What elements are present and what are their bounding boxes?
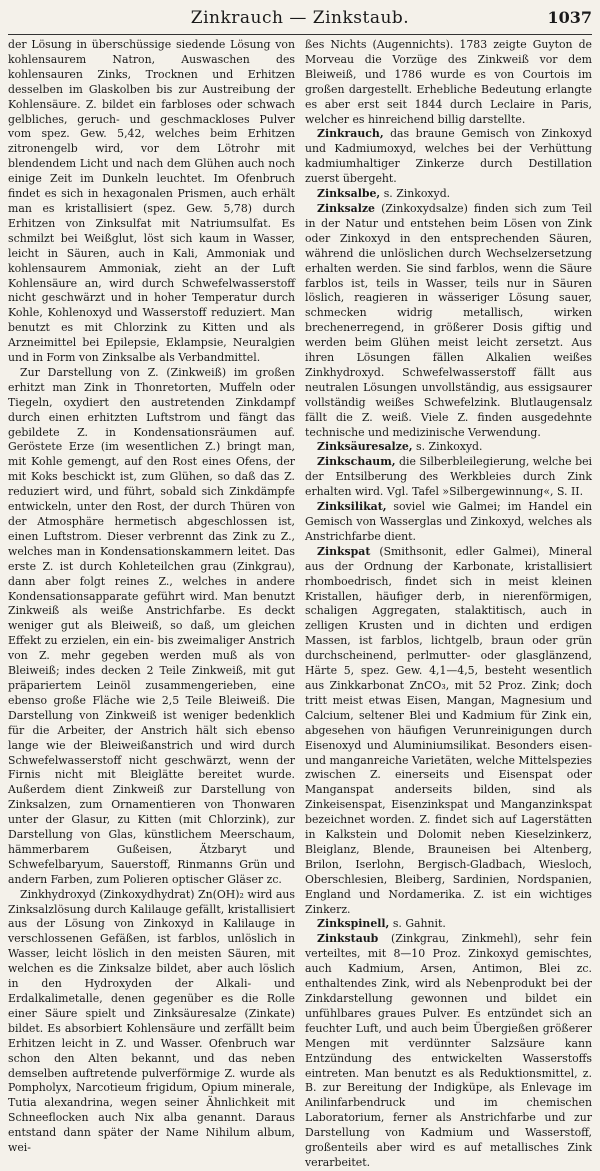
- paragraph: [305, 38, 592, 127]
- entry-term: Zinkspinell,: [317, 917, 390, 931]
- entry-zinksilikat: [305, 500, 592, 545]
- entry-text: (Smithsonit, edler Galmei), Mineral aus der Ordnung der Karbonate, kristallisiert rhomboedrisch, findet sich in meist kleinen Kristallen, häufiger derb, in nierenförmigen, schaligen Aggregaten, stalaktitisch, auch in zelligen Krusten und in dichten und erdigen Massen, ist farblos, lichtgelb, braun oder grün durchscheinend, perlmutter- oder glasglänzend, Härte 5, spez. Gew. 4,1—4,5, besteht wesentlich aus Zinkkarbonat ZnCO₃, mit 52 Proz. Zink; doch tritt meist etwas Eisen, Mangan, Magnesium und Calcium, seltener Blei und Kadmium für Zink ein, abgesehen von häufigen Verunreinigungen durch Eisenoxyd und Aluminiumsilikat. Besonders eisen- und manganreiche Varietäten, welche Mittelspezies zwischen Z. einerseits und Eisenspat oder Manganspat anderseits bilden, sind als Zinkeisenspat, Eisenzinkspat und Manganzinkspat bezeichnet worden. Z. findet sich auf Lagerstätten in Kalkstein und Dolomit neben Kieselzinkerz, Bleiglanz, Blende, Brauneisen bei Altenberg, Brilon, Iserlohn, Bergisch-Gladbach, Wiesloch, Oberschlesien, Bleiberg, Sardinien, Nordspanien, England und Nordamerika. Z. ist ein wichtiges Zinkerz.: [305, 544, 592, 916]
- paragraph-text: Zinkhydroxyd (Zinkoxydhydrat) Zn(OH)₂ wird aus Zinksalzlösung durch Kalilauge gefällt, kristallisiert aus der Lösung von Zinkoxyd in Kalilauge in verschlossenen Gefäßen, ist farblos, unlöslich in Wasser, leicht löslich in den meisten Säuren, mit welchen es die Zinksalze bildet, aber auch löslich in den Hydroxyden der Alkali- und Erdalkalimetalle, denen gegenüber es die Rolle einer Säure spielt und Zinksäuresalze (Zinkate) bildet. Es absorbiert Kohlensäure und zerfällt beim Erhitzen leicht in Z. und Wasser. Ofenbruch war schon den Alten bekannt, und das neben demselben auftretende pulverförmige Z. wurde als Pompholyx, Narcotieum frigidum, Opium minerale, Tutia alexandrina, wegen seiner Ähnlichkeit mit Schneeflocken auch Nix alba genannt. Daraus entstand dann später der Name Nihilum album, wei-: [8, 887, 295, 1155]
- entry-term: Zinksilikat,: [317, 500, 387, 514]
- paragraph: [8, 38, 295, 366]
- entry-text: s. Zinkoxyd.: [416, 440, 483, 454]
- entry-zinkschaum: [305, 455, 592, 500]
- entry-text: soviel wie Galmei; im Handel ein Gemisch von Wasserglas und Zinkoxyd, welches als Anstrichfarbe dient.: [305, 500, 592, 543]
- paragraph: [8, 888, 295, 1156]
- paragraph-text: Zur Darstellung von Z. (Zinkweiß) im großen erhitzt man Zink in Thonretorten, Muffeln oder Tiegeln, oxydiert den austretenden Zinkdampf durch einen erhitzten Luftstrom und fängt das gebildete Z. in Kondensationsräumen auf. Geröstete Erze (im wesentlichen Z.) bringt man, mit Kohle gemengt, auf den Rost eines Ofens, der mit Koks beschickt ist, zum Glühen, so daß das Z. reduziert wird, und führt, sobald sich Zinkdämpfe entwickeln, unter den Rost, der durch Thüren von der Atmosphäre hermetisch abgeschlossen ist, einen Luftstrom. Dieser verbrennt das Zink zu Z., welches man in Kondensationskammern leitet. Das erste Z. ist durch Kohleteilchen grau (Zinkgrau), dann aber folgt reines Z., welches in andere Kondensationsapparate geführt wird. Man benutzt Zinkweiß als weiße Anstrichfarbe. Es deckt weniger gut als Bleiweiß, so daß, um gleichen Effekt zu erzielen, ein ein- bis zweimaliger Anstrich von Z. mehr gegeben werden muß als von Bleiweiß; indes decken 2 Teile Zinkweiß, mit gut präpariertem Leinöl zusammengerieben, eine ebenso große Fläche wie 2,5 Teile Bleiweiß. Die Darstellung von Zinkweiß ist weniger bedenklich für die Arbeiter, der Anstrich hält sich ebenso lange wie der Bleiweißanstrich und wird durch Schwefelwasserstoff nicht geschwärzt, wenn der Firnis nicht mit Bleiglätte bereitet wurde. Außerdem dient Zinkweiß zur Darstellung von Zinksalzen, zum Ornamentieren von Thonwaren unter der Glasur, zu Kitten (mit Chlorzink), zur Darstellung von Glas, künstlichem Meerschaum, hämmerbarem Gußeisen, Ätzbaryt und Schwefelbaryum, Sauerstoff, Rinmanns Grün und andern Farben, zum Polieren optischer Gläser zc.: [8, 365, 295, 886]
- paragraph: [8, 366, 295, 888]
- entry-text: s. Gahnit.: [392, 917, 446, 931]
- article-columns: [8, 38, 592, 1169]
- entry-zinkstaub: [305, 932, 592, 1171]
- entry-term: Zinksäuresalze,: [317, 440, 413, 454]
- entry-text: (Zinkgrau, Zinkmehl), sehr fein verteiltes, mit 8—10 Proz. Zinkoxyd gemischtes, auch Kadmium, Arsen, Antimon, Blei zc. enthaltendes Zink, wird als Nebenprodukt bei der Zinkdarstellung gewonnen und bildet ein unfühlbares graues Pulver. Es entzündet sich an feuchter Luft, und auch beim Übergießen größerer Mengen mit verdünnter Salzsäure kann Entzündung des entwickelten Wasserstoffs eintreten. Man benutzt es als Reduktionsmittel, z. B. zur Bereitung der Indigküpe, als Enlevage im Anilinfarbendruck und im chemischen Laboratorium, ferner als Anstrichfarbe und zur Darstellung von Kadmium und Wasserstoff, großenteils aber wird es auf metallisches Zink verarbeitet.: [305, 932, 592, 1169]
- entry-term: Zinksalze: [317, 201, 375, 215]
- entry-zinkspat: [305, 545, 592, 918]
- right-column: [305, 38, 592, 1169]
- entry-term: Zinkspat: [317, 544, 371, 558]
- left-column: [8, 38, 295, 1155]
- running-head: Zinkrauch — Zinkstaub.: [190, 8, 410, 28]
- entry-zinksaeuresalze: [305, 440, 592, 455]
- page-header: [8, 8, 592, 32]
- entry-term: Zinkschaum,: [317, 455, 396, 469]
- entry-term: Zinkstaub: [317, 932, 379, 946]
- page-number: 1037: [547, 8, 592, 27]
- entry-zinkrauch: [305, 127, 592, 187]
- entry-text: das braune Gemisch von Zinkoxyd und Kadmiumoxyd, welches bei der Verhüttung kadmiumhaltiger Zinkerze durch Destillation zuerst übergeht.: [305, 127, 592, 186]
- entry-text: s. Zinkoxyd.: [383, 187, 451, 201]
- paragraph-text: der Lösung in überschüssige siedende Lösung von kohlensaurem Natron, Auswaschen des kohlensauren Zinks, Trocknen und Erhitzen desselben im Glaskolben bis zur Austreibung der Kohlensäure. Z. bildet ein farbloses oder schwach gelbliches, geruch- und geschmackloses Pulver vom spez. Gew. 5,42, welches beim Erhitzen zitronengelb wird, vor dem Lötrohr mit blendendem Licht und nach dem Glühen auch noch einige Zeit im Dunkeln leuchtet. Im Ofenbruch findet es sich in hexagonalen Prismen, auch erhält man es kristallisiert (spez. Gew. 5,78) durch Erhitzen von Zinksulfat mit Natriumsulfat. Es schmilzt bei Weißglut, löst sich kaum in Wasser, leicht in Säuren, auch in Kali, Ammoniak und kohlensaurem Ammoniak, zieht an der Luft Kohlensäure an, wird durch Schwefelwasserstoff nicht geschwärzt und in hoher Temperatur durch Kohle, Kohlenoxyd und Wasserstoff reduziert. Man benutzt es mit Chlorzink zu Kitten und als Arzneimittel bei Epilepsie, Eklampsie, Neuralgien und in Form von Zinksalbe als Verbandmittel.: [8, 38, 295, 365]
- entry-text: (Zinkoxydsalze) finden sich zum Teil in der Natur und entstehen beim Lösen von Zink oder Zinkoxyd in den entsprechenden Säuren, während die unlöslichen durch Wechselzersetzung erhalten werden. Sie sind farblos, wenn die Säure farblos ist, teils in Wasser, teils nur in Säuren löslich, reagieren in wässeriger Lösung sauer, schmecken widrig metallisch, wirken brechenerregend, in größerer Dosis giftig und werden beim Glühen meist leicht zersetzt. Aus ihren Lösungen fällen Alkalien weißes Zinkhydroxyd. Schwefelwasserstoff fällt aus neutralen Lösungen unvollständig, aus essigsaurer vollständig weißes Schwefelzink. Blutlaugensalz fällt die Z. weiß. Viele Z. finden ausgedehnte technische und medizinische Verwendung.: [305, 201, 592, 439]
- entry-zinkspinell: [305, 917, 592, 932]
- header-rule: [8, 34, 592, 35]
- entry-term: Zinkrauch,: [317, 127, 384, 141]
- entry-zinksalbe: [305, 187, 592, 202]
- entry-text: die Silberbleilegierung, welche bei der Entsilberung des Werkbleies durch Zink erhalten wird. Vgl. Tafel »Silbergewinnung«, S. II.: [305, 455, 592, 499]
- entry-term: Zinksalbe,: [317, 187, 381, 201]
- paragraph-text: ßes Nichts (Augennichts). 1783 zeigte Guyton de Morveau die Vorzüge des Zinkweiß vor dem Bleiweiß, und 1786 wurde es von Courtois im großen dargestellt. Erhebliche Bedeutung erlangte es aber erst seit 1844 durch Leclaire in Paris, welcher es hinreichend billig darstellte.: [305, 38, 592, 126]
- entry-zinksalze: [305, 202, 592, 441]
